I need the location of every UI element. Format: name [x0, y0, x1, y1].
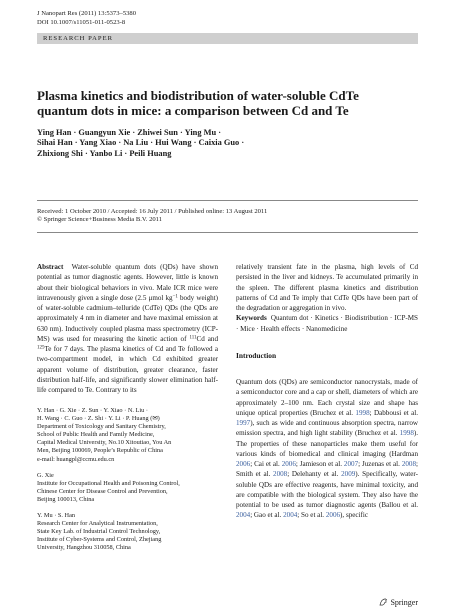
doi[interactable]: DOI 10.1007/s11051-011-0523-8: [37, 18, 126, 26]
keywords-text: Quantum dot · Kinetics · Biodistribution · ICP-MS · Mice · Health effects · Nanomedicine: [236, 314, 419, 333]
affiliation-line: Men, Beijing 100069, People’s Republic of China: [37, 447, 163, 455]
affiliation-line: H. Wang · C. Guo · Z. Shi · Y. Li · P. Huang (✉): [37, 415, 160, 423]
citation-link[interactable]: 2009: [341, 470, 356, 479]
title-line: quantum dots in mice: a comparison between Cd and Te: [37, 103, 349, 119]
title-line: Plasma kinetics and biodistribution of water-soluble CdTe: [37, 88, 359, 103]
keywords-label: Keywords: [236, 314, 267, 323]
affiliation-line: Institute for Occupational Health and Poisoning Control,: [37, 479, 180, 487]
right-column: [236, 262, 418, 521]
citation-link[interactable]: 2006: [236, 460, 251, 468]
springer-horse-icon: [379, 598, 388, 606]
dates-line: Received: 1 October 2010 / Accepted: 16 July 2011 / Published online: 13 August 2011: [37, 208, 268, 215]
author-line: Ying Han · Guangyun Xie · Zhiwei Sun · Ying Mu ·: [37, 128, 222, 137]
section-heading: Introduction: [236, 350, 277, 360]
affiliation-line: Y. Han · G. Xie · Z. Sun · Y. Xiao · N. Liu ·: [37, 407, 148, 414]
superscript: 125: [37, 345, 45, 351]
affiliation-block: [37, 407, 227, 464]
author-line: Zhixiong Shi · Yanbo Li · Peili Huang: [37, 148, 172, 158]
affiliation-line[interactable]: e-mail: huangpl@ccmu.edu.cn: [37, 455, 115, 463]
citation-link[interactable]: 1998: [399, 429, 414, 438]
abstract-continued: relatively transient fate in the plasma, high levels of Cd persisted in the liver and kidneys. Te accumulated primarily in the spleen. The different plasma kinetics and distribution patterns of Cd and Te imply that CdTe QDs have been part of the degradation or aggregation in vivo.: [236, 263, 418, 312]
citation-link[interactable]: 2004: [236, 511, 251, 520]
introduction-text: Quantum dots (QDs) are semiconductor nanocrystals, made of a semiconductor core and a cap or shell, diameters of which are approximately 2–100 nm. Each crystal size and shape has unique optical properties (Bruchez et al. 1998; Dabbousi et al. 1997), such as wide and continuous absorption spectra, narrow emission spectra, and high light stability (Bruchez et al. 1998). The properties of these nanoparticles make them useful for various kinds of biomedical and clinical imaging (Hardman 2006; Cai et al. 2006; Jamieson et al. 2007; Juzenas et al. 2008; Smith et al. 2008; Delehanty et al. 2009). Specifically, water-soluble QDs are effective reagents, have minimal toxicity, and are compatible with the biological system. They also have the potential to be used as tumor diagnostic agents (Ballou et al. 2004; Gao et al. 2004; So et al. 2006), specific: [236, 378, 418, 520]
affiliation-block: [37, 512, 227, 552]
keywords: [236, 313, 418, 334]
affiliation-line: Capital Medical University, No.10 Xitoutiao, You An: [37, 439, 172, 447]
journal-citation: J Nanopart Res (2011) 13:5373–5380: [37, 10, 137, 17]
affiliation-line: Beijing 100013, China: [37, 495, 95, 503]
copyright-line: © Springer Science+Business Media B.V. 2011: [37, 216, 163, 224]
divider: [37, 200, 418, 201]
article-type-band: [37, 33, 418, 44]
affiliation-line: Chinese Center for Disease Control and Prevention,: [37, 487, 168, 495]
superscript: −1: [172, 294, 178, 300]
affiliation-line: School of Public Health and Family Medicine,: [37, 431, 155, 439]
affiliation-line: G. Xie: [37, 471, 54, 479]
article-type-label: RESEARCH PAPER: [43, 34, 114, 42]
citation-link[interactable]: 1997: [236, 419, 251, 427]
affiliation-block: [37, 472, 227, 504]
affiliation-line: University, Hangzhou 310058, China: [37, 544, 131, 552]
abstract-text: Water-soluble quantum dots (QDs) have shown potential as tumor diagnostic agents. However, little is known about their biological behaviors in vivo. Male ICR mice were intravenously given a single dose (2.5 μmol kg: [37, 263, 218, 302]
citation-link[interactable]: 1998: [355, 408, 370, 417]
publisher-footer: [379, 598, 418, 607]
affiliation-line: Institute of Cyber-Systems and Control, Zhejiang: [37, 536, 162, 544]
affiliation-line: Research Center for Analytical Instrumentation,: [37, 520, 158, 528]
citation-link[interactable]: 2006: [281, 460, 296, 468]
publication-dates: [37, 208, 267, 225]
citation-link[interactable]: 2004: [283, 511, 298, 520]
abstract-text: body weight) of water-soluble cadmium–telluride (CdTe) QDs (the QDs are approximately 4 nm in diameter and have maximal emission at 630 nm). Inductively coupled plasma mass spectrometry (ICP-MS) was used for measuring the kinetic action of: [37, 293, 219, 343]
abstract-text: Cd and: [196, 334, 218, 343]
citation-link[interactable]: 2007: [343, 460, 359, 468]
author-list: [37, 128, 418, 159]
author-line: Sihai Han · Yang Xiao · Na Liu · Hui Wang · Caixia Guo ·: [37, 138, 245, 148]
citation-link[interactable]: 2008: [273, 470, 288, 479]
paper-title: [37, 88, 418, 118]
affiliation-line: Y. Mu · S. Han: [37, 512, 76, 520]
abstract-text: Te for 7 days. The plasma kinetics of Cd and Te followed a two-compartment model, in which Cd exhibited greater apparent volume of distribution, greater clearance, faster distribution half-life, and significantly slower elimination half-life compared to Te. Contrary to its: [37, 345, 218, 394]
superscript: 111: [189, 335, 197, 341]
divider: [37, 232, 418, 233]
abstract: [37, 262, 218, 395]
publisher-name: Springer: [390, 598, 418, 607]
abstract-label: Abstract: [37, 263, 64, 271]
journal-info: [37, 10, 136, 27]
citation-link[interactable]: 2006: [325, 511, 341, 520]
affiliation-line: State Key Lab. of Industrial Control Technology,: [37, 528, 161, 536]
affiliation-line: Department of Toxicology and Sanitary Chemistry,: [37, 423, 166, 431]
affiliations: [37, 407, 227, 561]
citation-link[interactable]: 2008: [401, 460, 417, 468]
